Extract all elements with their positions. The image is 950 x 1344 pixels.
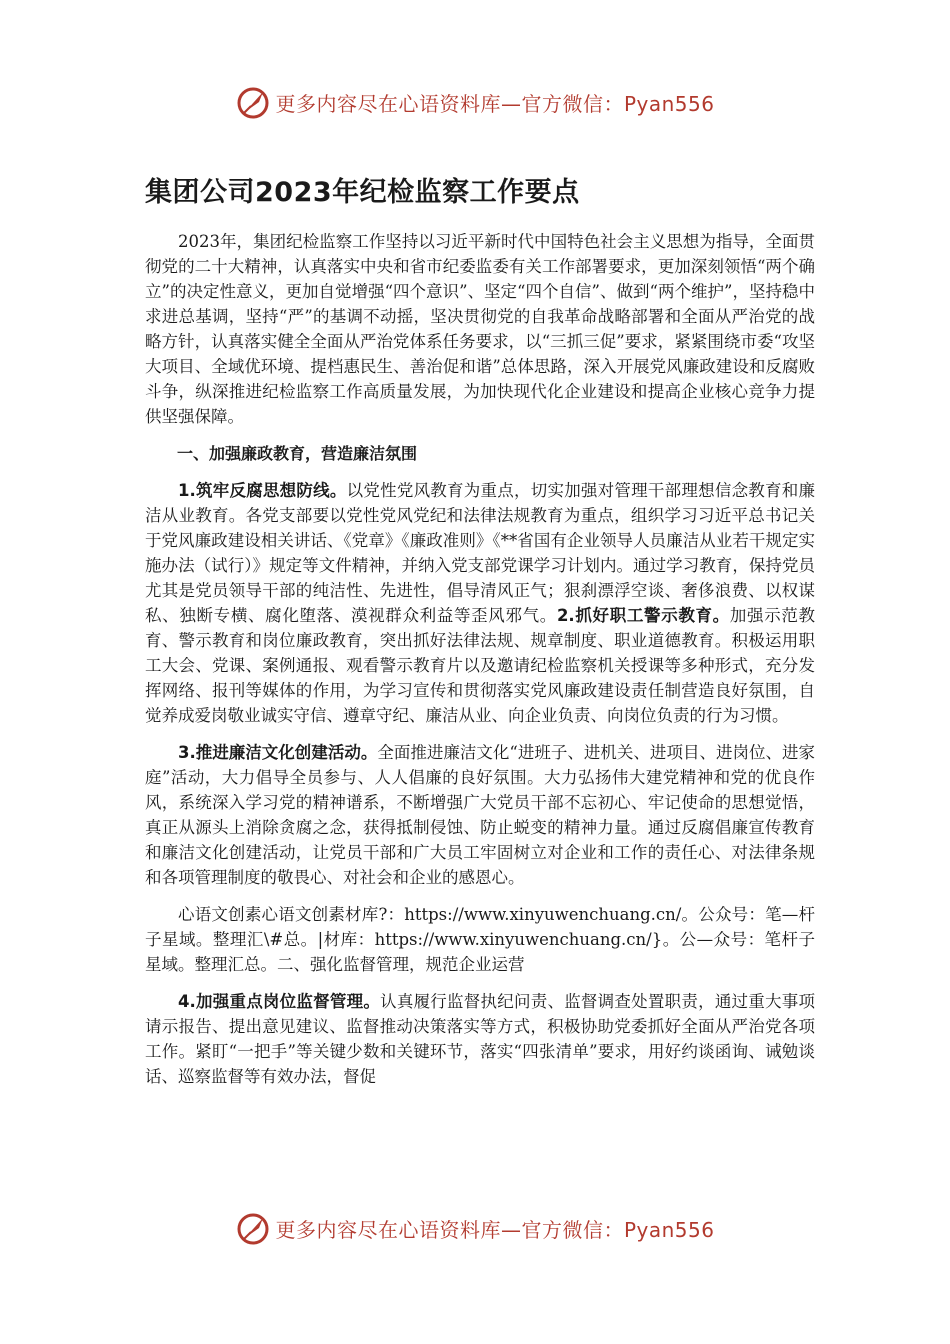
item-1-body: 以党性党风教育为重点，切实加强对管理干部理想信念教育和廉洁从业教育。各党支部要以党性党风党纪和法律法规教育为重点，组织学习习近平总书记关于党风廉政建设相关讲话、《党章》《廉政准则》《**省国有企业领导人员廉洁从业若干规定实施办法（试行）》规定等文件精神，并纳入党支部党课学习计划内。通过学习教育，保持党员尤其是党员领导干部的纯洁性、先进性，倡导清风正气；狠刹漂浮空谈、奢侈浪费、以权谋私、独断专横、腐化堕落、漠视群众利益等歪风邪气。	[145, 481, 816, 625]
header-banner	[0, 80, 950, 124]
banner-text: 更多内容尽在心语资料库—官方微信：Pyan556	[275, 1217, 715, 1242]
quill-circle-logo-icon	[235, 1210, 271, 1246]
quill-circle-logo-icon	[235, 84, 271, 120]
intro-paragraph: 2023年，集团纪检监察工作坚持以习近平新时代中国特色社会主义思想为指导，全面贯彻党的二十大精神，认真落实中央和省市纪委监委有关工作部署要求，更加深刻领悟“两个确立”的决定性意义，更加自觉增强“四个意识”、坚定“四个自信”、做到“两个维护”，坚持稳中求进总基调，坚持“严”的基调不动摇，坚决贯彻党的自我革命战略部署和全面从严治党的战略方针，认真落实健全全面从严治党体系任务要求，以“三抓三促”要求，紧紧围绕市委“攻坚大项目、全域优环境、提档惠民生、善治促和谐”总体思路，深入开展党风廉政建设和反腐败斗争，纵深推进纪检监察工作高质量发展，为加快现代化企业建设和提高企业核心竞争力提供坚强保障。	[145, 232, 815, 426]
item-3-body: 全面推进廉洁文化“进班子、进机关、进项目、进岗位、进家庭”活动，大力倡导全员参与、人人倡廉的良好氛围。大力弘扬伟大建党精神和党的优良作风，系统深入学习党的精神谱系，不断增强广大党员干部不忘初心、牢记使命的思想觉悟，真正从源头上消除贪腐之念，获得抵制侵蚀、防止蜕变的精神力量。通过反腐倡廉宣传教育和廉洁文化创建活动，让党员干部和广大员工牢固树立对企业和工作的责任心、对法律条规和各项管理制度的敬畏心、对社会和企业的感恩心。	[145, 743, 816, 887]
page-title: 集团公司2023年纪检监察工作要点	[145, 177, 580, 208]
item-3-lead: 3.推进廉洁文化创建活动。	[178, 743, 378, 762]
section-heading-1: 一、加强廉政教育，营造廉洁氛围	[177, 444, 418, 463]
item-4-body: 认真履行监督执纪问责、监督调查处置职责，通过重大事项请示报告、提出意见建议、监督推动决策落实等方式，积极协助党委抓好全面从严治党各项工作。紧盯“一把手”等关键少数和关键环节，落实“四张清单”要求，用好约谈函询、诫勉谈话、巡察监督等有效办法，督促	[145, 992, 816, 1086]
document-body	[145, 170, 815, 1101]
item-2-lead: 2.抓好职工警示教育。	[556, 606, 730, 625]
item-4-lead: 4.加强重点岗位监督管理。	[178, 992, 381, 1011]
item-1-lead: 1.筑牢反腐思想防线。	[178, 481, 347, 500]
footer-banner	[0, 1206, 950, 1250]
item-paragraph-3	[145, 740, 815, 890]
banner-text: 更多内容尽在心语资料库—官方微信：Pyan556	[275, 91, 715, 116]
watermark-note-paragraph: 心语文创素心语文创素材库?：https://www.xinyuwenchuang.cn/。公众号：笔—杆子星域。整理汇\#总。|材库：https://www.xinyuwenchuang.cn/}。公—众号：笔杆子星域。整理汇总。二、强化监督管理，规范企业运营	[145, 905, 815, 974]
item-2-body: 加强示范教育、警示教育和岗位廉政教育，突出抓好法律法规、规章制度、职业道德教育。积极运用职工大会、党课、案例通报、观看警示教育片以及邀请纪检监察机关授课等多种形式，充分发挥网络、报刊等媒体的作用，为学习宣传和贯彻落实党风廉政建设责任制营造良好氛围，自觉养成爱岗敬业诚实守信、遵章守纪、廉洁从业、向企业负责、向岗位负责的行为习惯。	[145, 606, 816, 725]
item-paragraph-4	[145, 989, 815, 1089]
item-paragraph-1-2	[145, 478, 815, 728]
